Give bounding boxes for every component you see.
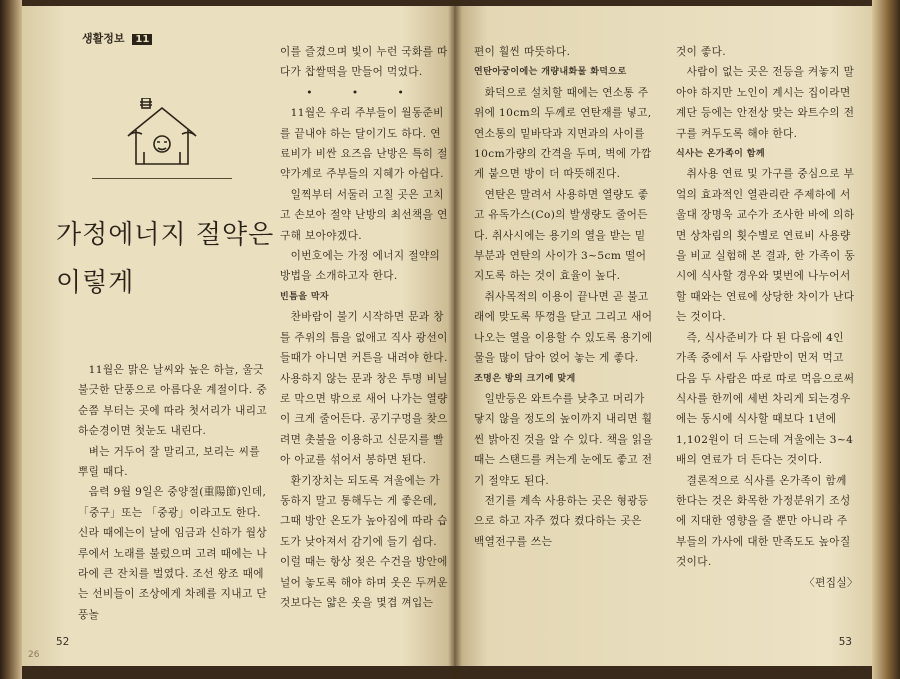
margin-mark: 26 (28, 650, 40, 660)
paragraph: 일반등은 와트수를 낮추고 머리가 닿지 않을 정도의 높이까지 내리면 훨씬 밝아진 것을 알 수 있다. 책을 읽을 때는 스탠드를 켜는게 눈에도 좋고 전기 절약도 된다. (474, 392, 654, 487)
paragraph: 음력 9월 9일은 중양절(重陽節)인데, 「중구」또는 「중광」이라고도 한다. 신라 때에는이 날에 임금과 신하가 월상루에서 노래를 불렀으며 고려 때에는 나라에 큰 잔치를 벌였다. 조선 왕조 때에는 선비들이 조상에게 차례를 지내고 단풍놀 (78, 486, 267, 621)
section-header (82, 30, 152, 46)
author-credit: 〈편집실〉 (804, 576, 858, 589)
book-edge-left (0, 0, 22, 679)
paragraph: 전기를 계속 사용하는 곳은 형광등으로 하고 자주 껐다 켰다하는 곳은 백열전구를 쓰는 (474, 494, 649, 548)
paragraph: 11월은 우리 주부들이 월동준비를 끝내야 하는 달이기도 하다. 연료비가 비싼 요즈음 난방은 특히 절약가계로 주부들의 지혜가 아쉽다. (280, 107, 448, 181)
text-column-3 (474, 42, 656, 552)
paragraph: 취사목적의 이용이 끝나면 곧 불고래에 맞도록 뚜껑을 닫고 그리고 새어나오는 열을 이용할 수 있도록 용기에 물을 많이 담아 얹어 놓는 게 좋다. (474, 290, 653, 365)
subheading: 식사는 온가족이 함께 (676, 149, 765, 160)
paragraph: 이번호에는 가정 에너지 절약의 방법을 소개하고자 한다. (280, 250, 441, 283)
section-number: 11 (132, 34, 152, 45)
paragraph: 11월은 맑은 날씨와 높은 하늘, 울긋불긋한 단풍으로 아름다운 계절이다. 중순쯤 부터는 곳에 따라 첫서리가 내리고 하순경이면 첫눈도 내린다. (78, 364, 267, 438)
book-edge-right (872, 0, 900, 679)
page-title-line2: 이렇게 (56, 268, 135, 298)
text-column-1 (78, 360, 268, 625)
house-icon (124, 98, 200, 174)
paragraph: 이를 즐겼으며 빛이 누런 국화를 따다가 찹쌀떡을 만들어 먹었다. (280, 46, 448, 79)
paragraph: 환기장치는 되도록 겨울에는 가동하지 말고 통해두는 게 좋은데, 그때 방안 온도가 높아짐에 따라 습도가 낮아져서 감기에 들기 쉽다. 이럴 때는 항상 젖은 수건을 방안에 널어 놓도록 해야 하며 옷은 두꺼운 것보다는 얇은 옷을 몇겹 껴입는 (280, 474, 448, 609)
paragraph: 것이 좋다. (676, 46, 727, 58)
subheading: 연탄아궁이에는 개량내화물 화덕으로 (474, 67, 627, 78)
section-label: 생활정보 (82, 32, 125, 45)
subheading: 조명은 방의 크기에 맞게 (474, 373, 576, 384)
paragraph: 취사용 연료 및 가구를 중심으로 부엌의 효과적인 열관리란 주제하에 서울대 장명욱 교수가 조사한 바에 의하면 상차림의 횟수별로 연료비 사용량을 비교 실험해 본 결과, 한 가족이 동시에 식사할 경우와 몇번에 나누어서 할 때와는 연료에 상당한 차이가 난다는 것이다. (676, 168, 856, 324)
paragraph: 사람이 없는 곳은 전등을 켜놓지 말아야 하지만 노인이 계시는 집이라면 계단 등에는 안전상 맞는 와트수의 전구를 켜두도록 해야 한다. (676, 66, 855, 140)
paragraph: 즉, 식사준비가 다 된 다음에 4인 가족 중에서 두 사람만이 먼저 먹고 다음 두 사람은 따로 따로 먹음으로써 식사를 한끼에 세번 차리게 되는경우에는 동시에 식사할 때보다 1년에 1,102원이 더 드는데 겨울에는 3∼4배의 연료가 더 든다는 것이다. (676, 331, 855, 467)
page-number-left: 52 (56, 635, 70, 648)
paragraph: 결론적으로 식사를 온가족이 함께 한다는 것은 화목한 가정분위기 조성에 지대한 영향을 줄 뿐만 아니라 주부들의 가사에 대한 만족도도 높아질 것이다. (676, 474, 851, 569)
paragraph: 연탄은 말려서 사용하면 열량도 좋고 유독가스(Co)의 발생량도 줄어든다. 취사시에는 용기의 열을 받는 밑부분과 연탄의 사이가 3∼5cm 떨어지도록 하는 것이 효율이 높다. (474, 188, 649, 283)
section-divider: • • • (306, 86, 422, 99)
paragraph: 편이 훨씬 따뜻하다. (474, 46, 571, 58)
page-title-line1: 가정에너지 절약은 (56, 220, 275, 250)
left-page (22, 6, 454, 666)
paragraph: 화덕으로 설치할 때에는 연소통 주위에 10cm의 두께로 연탄재를 넣고, 연소통의 밑바닥과 지면과의 사이를 10cm가량의 간격을 두며, 벽에 가깝게 붙으면 방이 더 따뜻해진다. (474, 86, 652, 181)
paragraph: 일찍부터 서둘러 고칠 곳은 고치고 손보아 절약 난방의 최선책을 연구해 보아야겠다. (280, 188, 448, 242)
book-gutter (448, 0, 462, 679)
title-rule (92, 178, 232, 179)
page-number-right: 53 (838, 635, 852, 648)
paragraph: 찬바람이 불기 시작하면 문과 창틀 주위의 틈을 없애고 직사 광선이 들때가 아니면 커튼을 내려야 한다. 사용하지 않는 문과 창은 투명 비닐로 막으면 밖으로 새어 나가는 열량이 크게 줄어든다. 공기구멍을 찾으려면 촛불을 이용하고 신문지를 빨아 아교를 섞어서 봉하면 된다. (280, 311, 448, 467)
right-page (454, 6, 872, 666)
subheading: 빈틈을 막자 (280, 291, 330, 302)
paragraph: 벼는 거두어 잘 말리고, 보리는 씨를 뿌릴 때다. (78, 445, 261, 479)
text-column-2 (280, 42, 448, 613)
text-column-4 (676, 42, 858, 593)
